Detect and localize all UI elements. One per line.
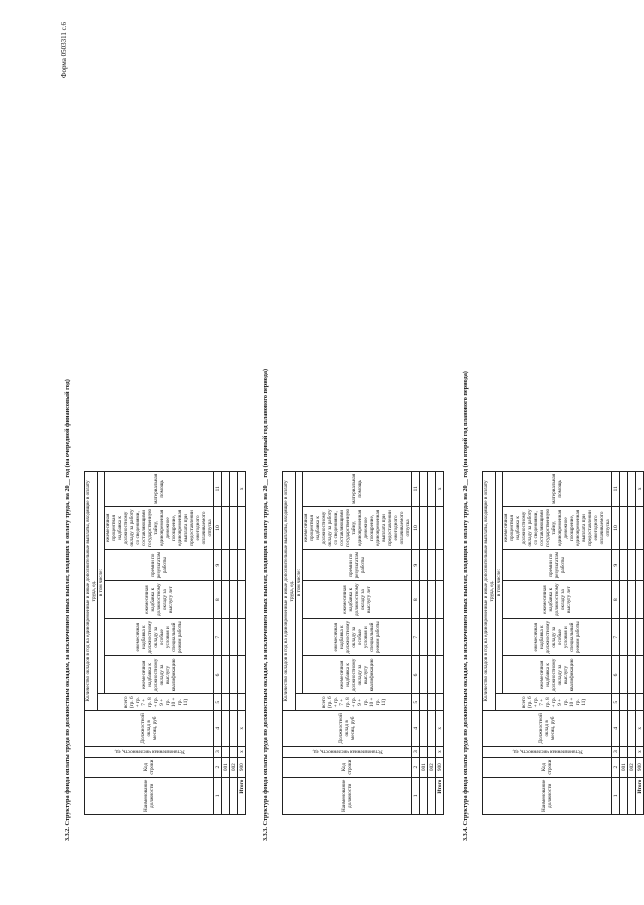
table-row [628,471,636,814]
header-salary: Должностной оклад в месяц, руб [483,711,612,746]
cell-value[interactable] [620,471,628,506]
cell-name[interactable] [420,777,428,814]
cell-value[interactable] [436,656,444,694]
header-in-that: в том числе: [98,471,105,694]
header-col6: ежемесячная надбавка к должностному окладу за выслугу квалификацию [105,656,214,694]
cell-value[interactable] [436,549,444,580]
cell-value[interactable] [222,471,230,506]
header-code: Код строки [283,757,412,777]
cell-value[interactable] [222,711,230,746]
cell-value[interactable] [238,656,246,694]
cell-value[interactable] [620,506,628,549]
header-group: Количество окладов в год на единовременные и иные дополнительные выплаты, входящие в оплату труда, ед. [85,471,98,710]
cell-value[interactable] [636,694,644,711]
cell-value[interactable] [428,549,436,580]
cell-value[interactable] [230,549,238,580]
cell-x: x [238,711,246,746]
header-staff: Установленная численность, ед. [483,746,612,757]
cell-x: x [636,711,644,746]
salary-structure-table [84,471,246,815]
total-row [436,471,444,814]
header-salary: Должностной оклад в месяц, руб [283,711,412,746]
cell-value[interactable] [230,618,238,656]
cell-value[interactable] [238,506,246,549]
cell-value[interactable] [238,694,246,711]
column-number: 9 [412,549,420,580]
cell-value[interactable] [420,656,428,694]
cell-value[interactable] [420,581,428,619]
header-name: Наименование должности [483,777,612,814]
cell-code: 002 [230,757,238,777]
salary-structure-table [482,471,644,815]
cell-value[interactable] [230,746,238,757]
cell-value[interactable] [420,746,428,757]
cell-value[interactable] [230,581,238,619]
column-number: 7 [412,618,420,656]
header-col10: ежемесячная процентная надбавка к должностному окладу за работу со сведениями, составляющими государственную тайну, единовременная денежное поощрение, единовременная выплата при предоставлении ежегодного оплачиваемого отпуска [303,506,412,549]
cell-value[interactable] [222,581,230,619]
section-title: 3.3.2. Структура фонда оплаты труда по должностным окладам, за исключением иных выплат, входящих в оплату труда, на 20__ год (на очередной финансовый год) [64,379,71,841]
cell-value[interactable] [628,618,636,656]
total-code: 900 [636,757,644,777]
total-label: Итого [436,777,444,814]
cell-value[interactable] [436,506,444,549]
total-row [238,471,246,814]
total-row [636,471,644,814]
cell-value[interactable] [238,618,246,656]
header-col9: премии по результатам работы [503,549,612,580]
cell-code: 001 [222,757,230,777]
column-number: 4 [612,711,620,746]
column-number: 11 [214,471,222,506]
header-group: Количество окладов в год на единовременные и иные дополнительные выплаты, входящие в оплату труда, ед. [483,471,496,710]
cell-x: x [436,746,444,757]
header-staff: Установленная численность, ед. [283,746,412,757]
cell-name[interactable] [628,777,636,814]
header-col10: ежемесячная процентная надбавка к должностному окладу за работу со сведениями, составляющими государственную тайну, единовременная денежное поощрение, единовременная выплата при предоставлении ежегодного оплачиваемого отпуска [503,506,612,549]
cell-value[interactable] [428,694,436,711]
cell-x: x [436,711,444,746]
column-number: 7 [214,618,222,656]
cell-code: 002 [428,757,436,777]
cell-value[interactable] [230,471,238,506]
column-number: 8 [612,581,620,619]
cell-value[interactable] [620,656,628,694]
cell-value[interactable] [420,471,428,506]
column-number: 8 [412,581,420,619]
column-number: 2 [214,757,222,777]
column-number: 2 [412,757,420,777]
cell-value[interactable] [636,581,644,619]
header-in-that: в том числе: [496,471,503,694]
cell-value[interactable] [420,711,428,746]
cell-name[interactable] [222,777,230,814]
cell-value[interactable] [428,711,436,746]
cell-value[interactable] [620,581,628,619]
column-number: 10 [214,506,222,549]
column-number: 7 [612,618,620,656]
column-number: 5 [612,694,620,711]
column-number: 8 [214,581,222,619]
column-number: 4 [412,711,420,746]
cell-code: 002 [628,757,636,777]
header-code: Код строки [85,757,214,777]
header-col8: ежемесячная надбавка к должностному окладу за выслугу лет [503,581,612,619]
total-label: Итого [238,777,246,814]
cell-x: x [238,471,246,506]
cell-name[interactable] [428,777,436,814]
cell-value[interactable] [620,549,628,580]
column-number: 10 [612,506,620,549]
cell-value[interactable] [428,471,436,506]
table-row [620,471,628,814]
cell-value[interactable] [420,618,428,656]
total-code: 900 [238,757,246,777]
total-label: Итого [636,777,644,814]
table-row [222,471,230,814]
cell-value[interactable] [436,694,444,711]
cell-name[interactable] [230,777,238,814]
header-total: всего (гр. 6 + гр. 7 + гр. 8 + гр. 9 + гр. 10 + гр. 11) [496,694,612,711]
header-col7: ежемесячная надбавка к должностному окладу за особые условия и специальный режим работы [303,618,412,656]
cell-value[interactable] [230,506,238,549]
column-number: 9 [214,549,222,580]
header-col11: материальная помощь [303,471,412,506]
total-code: 900 [436,757,444,777]
header-in-that: в том числе: [296,471,303,694]
cell-value[interactable] [628,694,636,711]
cell-value[interactable] [428,581,436,619]
header-col9: премии по результатам работы [303,549,412,580]
column-number: 6 [214,656,222,694]
table-row [428,471,436,814]
cell-value[interactable] [620,746,628,757]
section-title: 3.3.3. Структура фонда оплаты труда по должностным окладам, за исключением иных выплат, входящих в оплату труда, на 20__ год (на первый год планового периода) [262,368,269,841]
header-group: Количество окладов в год на единовременные и иные дополнительные выплаты, входящие в оплату труда, ед. [283,471,296,710]
cell-value[interactable] [230,656,238,694]
form-number: Форма 0503311 с.6 [60,22,68,79]
cell-value[interactable] [222,656,230,694]
header-total: всего (гр. 6 + гр. 7 + гр. 8 + гр. 9 + гр. 10 + гр. 11) [296,694,412,711]
header-col8: ежемесячная надбавка к должностному окладу за выслугу лет [105,581,214,619]
cell-code: 001 [620,757,628,777]
cell-value[interactable] [436,618,444,656]
column-number: 5 [412,694,420,711]
cell-x: x [636,746,644,757]
section-title: 3.3.4. Структура фонда оплаты труда по должностным окладам, за исключением иных выплат, входящих в оплату труда, на 20__ год (на второй год планового периода) [462,371,469,841]
header-col7: ежемесячная надбавка к должностному окладу за особые условия и специальный режим работы [503,618,612,656]
cell-value[interactable] [636,549,644,580]
cell-value[interactable] [620,618,628,656]
column-number: 1 [412,777,420,814]
header-staff: Установленная численность, ед. [85,746,214,757]
cell-value[interactable] [628,506,636,549]
header-name: Наименование должности [85,777,214,814]
cell-value[interactable] [420,506,428,549]
cell-x: x [436,471,444,506]
cell-value[interactable] [420,549,428,580]
cell-value[interactable] [628,746,636,757]
column-number: 1 [612,777,620,814]
column-number: 4 [214,711,222,746]
cell-value[interactable] [420,694,428,711]
column-number: 6 [412,656,420,694]
table-row [230,471,238,814]
cell-value[interactable] [428,656,436,694]
header-name: Наименование должности [283,777,412,814]
cell-value[interactable] [222,746,230,757]
cell-value[interactable] [238,581,246,619]
cell-value[interactable] [620,694,628,711]
cell-value[interactable] [636,656,644,694]
cell-value[interactable] [636,618,644,656]
cell-value[interactable] [620,711,628,746]
cell-value[interactable] [628,471,636,506]
column-number: 6 [612,656,620,694]
column-number: 3 [214,746,222,757]
column-number: 1 [214,777,222,814]
cell-value[interactable] [222,618,230,656]
column-number: 11 [412,471,420,506]
cell-x: x [636,471,644,506]
cell-value[interactable] [636,506,644,549]
header-salary: Должностной оклад в месяц, руб [85,711,214,746]
column-number: 10 [412,506,420,549]
column-number: 2 [612,757,620,777]
cell-value[interactable] [230,694,238,711]
cell-value[interactable] [628,549,636,580]
cell-value[interactable] [436,581,444,619]
header-col6: ежемесячная надбавка к должностному окладу за выслугу квалификацию [303,656,412,694]
header-col11: материальная помощь [503,471,612,506]
cell-value[interactable] [628,581,636,619]
column-number: 5 [214,694,222,711]
header-col9: премии по результатам работы [105,549,214,580]
cell-x: x [238,746,246,757]
table-row [420,471,428,814]
column-number: 3 [412,746,420,757]
header-col10: ежемесячная процентная надбавка к должностному окладу за работу со сведениями, составляющими государственную тайну, единовременная денежное поощрение, единовременная выплата при предоставлении ежегодного оплачиваемого отпуска [105,506,214,549]
cell-value[interactable] [428,506,436,549]
cell-value[interactable] [628,656,636,694]
cell-value[interactable] [222,549,230,580]
column-number: 11 [612,471,620,506]
header-code: Код строки [483,757,612,777]
cell-value[interactable] [230,711,238,746]
header-col7: ежемесячная надбавка к должностному окладу за особые условия и специальный режим работы [105,618,214,656]
header-col11: материальная помощь [105,471,214,506]
cell-code: 001 [420,757,428,777]
cell-value[interactable] [428,746,436,757]
cell-name[interactable] [620,777,628,814]
header-total: всего (гр. 6 + гр. 7 + гр. 8 + гр. 9 + гр. 10 + гр. 11) [98,694,214,711]
cell-value[interactable] [238,549,246,580]
column-number: 9 [612,549,620,580]
column-number: 3 [612,746,620,757]
header-col8: ежемесячная надбавка к должностному окладу за выслугу лет [303,581,412,619]
cell-value[interactable] [428,618,436,656]
cell-value[interactable] [222,694,230,711]
header-col6: ежемесячная надбавка к должностному окладу за выслугу квалификацию [503,656,612,694]
salary-structure-table [282,471,444,815]
cell-value[interactable] [222,506,230,549]
cell-value[interactable] [628,711,636,746]
